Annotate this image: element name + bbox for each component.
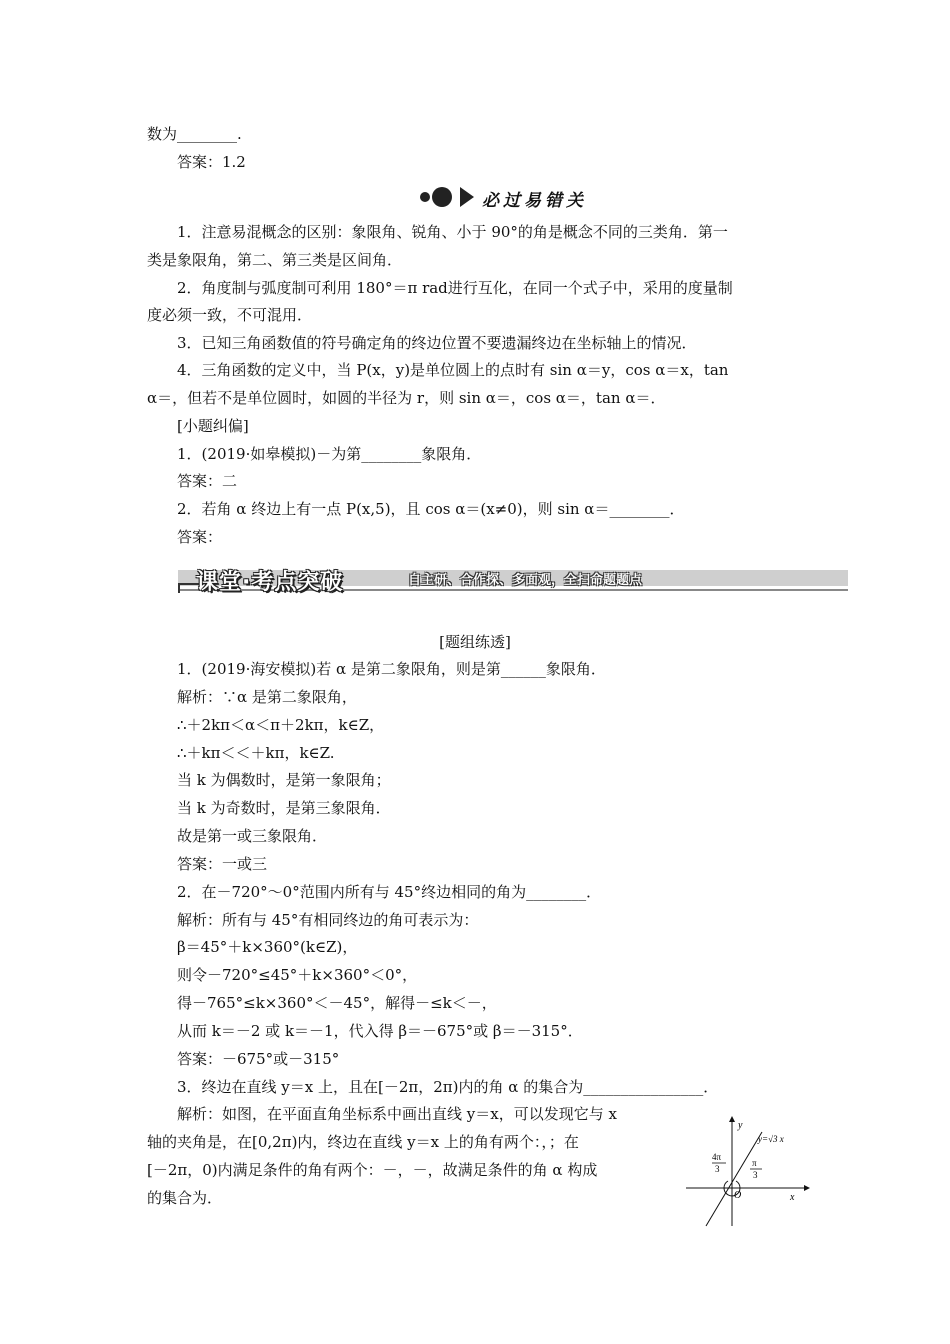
dot-icon: [420, 192, 430, 202]
text-line: 的集合为．: [147, 1189, 223, 1207]
angle-left-numerator: 4π: [712, 1152, 722, 1162]
text-line: 4．三角函数的定义中，当 P(x，y)是单位圆上的点时有 sin α＝y，cos α＝x，tan: [177, 361, 729, 379]
section-title: 必过易错关: [482, 191, 587, 211]
text-line: 1．(2019·如皋模拟)－为第________象限角．: [177, 445, 482, 463]
dot-icon: [432, 187, 452, 207]
angle-right-denominator: 3: [753, 1170, 758, 1180]
text-line: ∴＋2kπ＜α＜π＋2kπ，k∈Z，: [177, 716, 385, 734]
text-line: 当 k 为偶数时，是第一象限角；: [177, 771, 391, 789]
origin-label: O: [734, 1190, 742, 1201]
angle-arc-right: [736, 1181, 740, 1188]
text-line: 解析：如图，在平面直角坐标系中画出直线 y＝x，可以发现它与 x: [177, 1105, 617, 1123]
text-line: 类是象限角，第二、第三类是区间角．: [147, 251, 403, 269]
banner-subtitle: 自主研、合作探、多面观，全扫命题题点: [408, 573, 643, 588]
text-line: 3．终边在直线 y＝x 上，且在[－2π，2π)内的角 α 的集合为________________．: [177, 1078, 719, 1096]
text-line: 2．角度制与弧度制可利用 180°＝π rad进行互化，在同一个式子中，采用的度量制: [177, 279, 733, 297]
text-line: β＝45°＋k×360°(k∈Z)，: [177, 938, 358, 956]
arrow-icon: [460, 187, 474, 207]
section-banner: [178, 565, 848, 595]
line-label: y=√3 x: [758, 1134, 784, 1144]
section-header: [420, 184, 640, 210]
text-line: 数为________.: [147, 125, 242, 143]
text-line: ∴＋kπ＜＜＋kπ，k∈Z.: [177, 744, 335, 762]
text-line: 1．(2019·海安模拟)若 α 是第二象限角，则是第______象限角．: [177, 660, 606, 678]
subheading: [题组练透]: [439, 633, 511, 651]
angle-right-numerator: π: [752, 1158, 757, 1168]
text-line: 2．若角 α 终边上有一点 P(x,5)，且 cos α＝(x≠0)，则 sin α＝________．: [177, 500, 685, 518]
text-line: 解析：∵α 是第二象限角，: [177, 688, 357, 706]
text-line: 度必须一致，不可混用．: [147, 306, 313, 324]
x-arrow-icon: [804, 1185, 810, 1191]
subheading: [小题纠偏]: [177, 417, 249, 435]
coordinate-figure: [682, 1116, 812, 1228]
angle-left-denominator: 3: [715, 1164, 720, 1174]
text-line: 得－765°≤k×360°＜－45°，解得－≤k＜－，: [177, 994, 497, 1012]
answer-line: 答案：一或三: [177, 855, 268, 873]
text-line: [－2π，0)内满足条件的角有两个：－，－，故满足条件的角 α 构成: [147, 1161, 598, 1179]
y-arrow-icon: [729, 1116, 735, 1122]
answer-line: 答案：二: [177, 472, 238, 490]
text-line: 2．在－720°～0°范围内所有与 45°终边相同的角为________．: [177, 883, 602, 901]
text-line: 3．已知三角函数值的符号确定角的终边位置不要遗漏终边在坐标轴上的情况．: [177, 334, 697, 352]
answer-line: 答案：1.2: [177, 153, 246, 171]
text-line: 1．注意易混概念的区别：象限角、锐角、小于 90°的角是概念不同的三类角．第一: [177, 223, 728, 241]
text-line: α＝，但若不是单位圆时，如圆的半径为 r，则 sin α＝，cos α＝，tan α＝．: [147, 389, 666, 407]
text-line: 从而 k＝－2 或 k＝－1，代入得 β＝－675°或 β＝－315°．: [177, 1022, 583, 1040]
text-line: 解析：所有与 45°有相同终边的角可表示为：: [177, 911, 479, 929]
answer-line: 答案：－675°或－315°: [177, 1050, 340, 1068]
text-line: 轴的夹角是，在[0,2π)内，终边在直线 y＝x 上的角有两个：，；在: [147, 1133, 579, 1151]
banner-title: 课堂·考点突破: [196, 570, 344, 595]
answer-line: 答案：: [177, 528, 223, 546]
text-line: 则令－720°≤45°＋k×360°＜0°，: [177, 966, 418, 984]
y-axis-label: y: [738, 1120, 743, 1131]
text-line: 故是第一或三象限角．: [177, 827, 328, 845]
text-line: 当 k 为奇数时，是第三象限角．: [177, 799, 391, 817]
x-axis-label: x: [790, 1192, 795, 1203]
